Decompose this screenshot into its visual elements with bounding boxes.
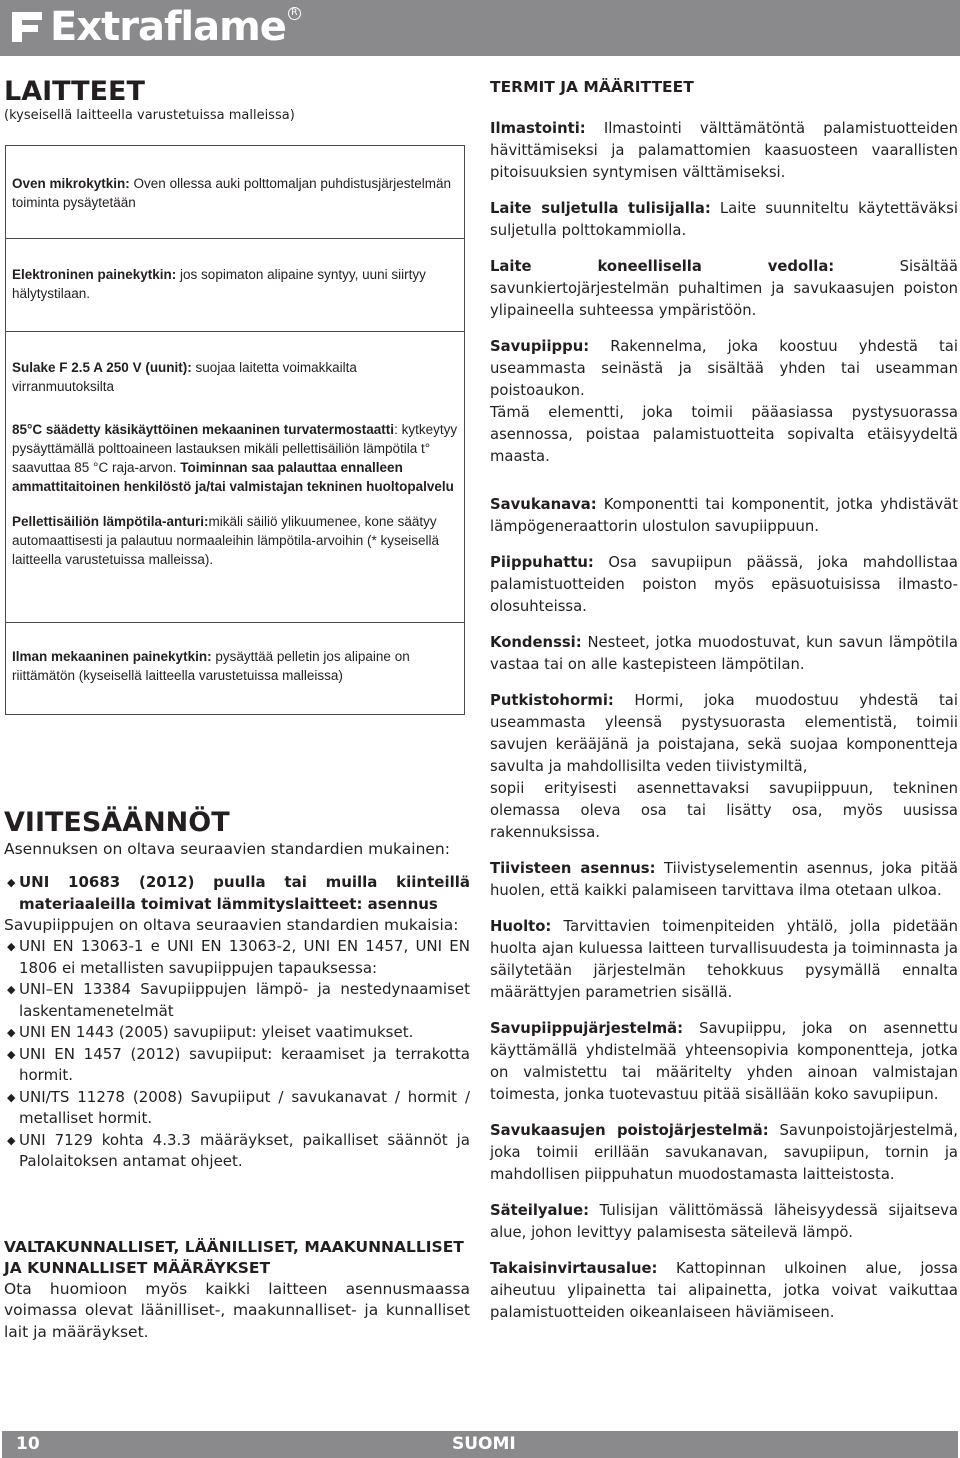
term-chimney-system: Savupiippujärjestelmä: Savupiippu, joka on asennettu käyttämällä yhdistelmää yhteensopivia komponentteja, jotka on valmistettu tai määritelty yhden ainoan valmistajan toimesta, jonka tuotevastuu pitää sisällään koko savupiipun. (490, 1020, 958, 1103)
device-box-pressure-switch: Elektroninen painekytkin: jos sopimaton alipaine syntyy, uuni siirtyy hälytystilaan. (5, 239, 465, 332)
list-item: ◆ UNI 10683 (2012) puulla tai muilla kiinteillä materiaaleilla toimivat lämmityslaitteet: asennus (7, 873, 470, 913)
diamond-bullet-icon: ◆ (7, 1090, 16, 1104)
term-ventilation: Ilmastointi: Ilmastointi välttämätöntä palamistuotteiden hävittämiseksi ja palamattomien kaasuosteen vaarallisten pitoisuuksien syntymisen välttämiseksi. (490, 120, 958, 181)
list-item: ◆ UNI–EN 13384 Savupiippujen lämpö- ja nestedynaamiset laskentamenetelmät (7, 980, 470, 1020)
term-flue-pipe: Savukanava: Komponentti tai komponentit, jotka yhdistävät lämpögeneraattorin ulostulon savupiippuun. (490, 496, 958, 535)
list-item: ◆ UNI 7129 kohta 4.3.3 määräykset, paikalliset säännöt ja Palolaitoksen antamat ohjeet. (7, 1130, 470, 1170)
page-number: 10 (16, 1434, 40, 1454)
diamond-bullet-icon: ◆ (7, 983, 16, 996)
diamond-bullet-icon: ◆ (7, 1047, 16, 1061)
left-column (4, 76, 470, 1343)
rules-title: VIITESÄÄNNÖT (4, 807, 230, 838)
devices-subtitle: (kyseisellä laitteella varustetuissa malleissa) (4, 108, 295, 123)
term-smoke-extraction: Savukaasujen poistojärjestelmä: Savunpoistojärjestelmä, joka toimii erillään savukanavan, savupiipun, tornin ja mahdollisen piippuhatun muodostamasta laitteistosta. (490, 1122, 958, 1183)
brand-name: Extraflame (50, 4, 286, 50)
device-box-door-switch: Oven mikrokytkin: Oven ollessa auki polttomaljan puhdistusjärjestelmän toiminta pysäytetään (5, 145, 465, 239)
language-label: SUOMI (452, 1434, 516, 1454)
rules-list (4, 872, 470, 915)
diamond-bullet-icon: ◆ (7, 1026, 16, 1039)
diamond-bullet-icon: ◆ (7, 876, 16, 889)
list-item: ◆ UNI EN 1457 (2012) savupiiput: keraamiset ja terrakotta hormit. (7, 1044, 470, 1084)
list-item: ◆ UNI EN 1443 (2005) savupiiput: yleiset vaatimukset. (4, 1022, 470, 1044)
term-chimney-cont: Tämä elementti, joka toimii pääasiassa pystysuorassa asennossa, poistaa palamistuotteita sopivalta etäisyydeltä maasta. (490, 404, 958, 465)
brand-logo (8, 4, 301, 50)
device-box-air-pressure-switch: Ilman mekaaninen painekytkin: pysäyttää pelletin jos alipaine on riittämätön (kyseisellä laitteella varustetuissa malleissa) (5, 622, 465, 715)
term-condensate: Kondenssi: Nesteet, jotka muodostuvat, kun savun lämpötila vastaa tai on alle kastepisteen lämpötilan. (490, 634, 958, 673)
term-chimney-cap: Piippuhattu: Osa savupiipun päässä, joka mahdollistaa palamistuotteiden poiston myös epäsuotuisissa ilmasto-olosuhteissa. (490, 554, 958, 615)
term-flue-liner: Putkistohormi: Hormi, joka muodostuu yhdestä tai useammasta yleensä pystysuorasta elementistä, toimii savujen kerääjänä ja poistajana, sekä suojaa komponentteja savulta ja mahdollisilta veden tiivistymiltä, (490, 692, 958, 775)
term-maintenance: Huolto: Tarvittavien toimenpiteiden yhtälö, jolla pidetään huolta ajan kuluessa laitteen turvallisuudesta ja toiminnasta ja säilytetään järjestelmän tehokkuus pysymällä ennalta määrättyjen parametrien sisällä. (490, 918, 958, 1001)
term-flue-liner-cont: sopii erityisesti asennettavaksi savupiippuun, tekninen olemassa oleva osa tai lisätty osa, myös uusissa rakennuksissa. (490, 780, 958, 841)
diamond-bullet-icon: ◆ (7, 1133, 16, 1147)
list-item: ◆ UNI/TS 11278 (2008) Savupiiput / savukanavat / hormit / metalliset hormit. (7, 1087, 470, 1127)
device-box-fuse-thermostat: Sulake F 2.5 A 250 V (uunit): suojaa laitetta voimakkailta virranmuutoksilta 85°C säädetty käsikäyttöinen mekaaninen turvatermostaatti: kytkeytyy pysäyttämällä polttoaineen lastauksen mikäli pellettisäiliön lämpötila t° saavuttaa 85 °C raja-arvon. Toiminnan saa palauttaa ennalleen ammattitaitoinen henkilöstö ja/tai valmistajan tekninen huoltopalvelu Pellettisäiliön lämpötila-anturi:mikäli säiliö ylikuumenee, kone säätyy automaattisesti ja palautuu normaaleihin lämpötila-arvoihin (* kyseisellä laitteella varustetuissa malleissa). (5, 332, 465, 622)
term-closed-fireplace: Laite suljetulla tulisijalla: Laite suunniteltu käytettäväksi suljetulla polttokammiolla. (490, 200, 959, 239)
devices-title: LAITTEET (4, 76, 145, 107)
registered-mark: R (288, 7, 301, 20)
terms-title: TERMIT JA MÄÄRITTEET (490, 78, 694, 96)
logo-mark-icon (8, 8, 46, 46)
national-regulations-title: VALTAKUNNALLISET, LÄÄNILLISET, MAAKUNNALLISET JA KUNNALLISET MÄÄRÄYKSET (4, 1237, 464, 1277)
national-regulations-text: Ota huomioon myös kaikki laitteen asennusmaassa voimassa olevat läänilliset-, maakunnalliset- ja kunnalliset lait ja määräykset. (4, 1279, 470, 1341)
chimney-standards-list (4, 936, 470, 1173)
diamond-bullet-icon: ◆ (7, 940, 16, 953)
term-forced-draught: Laite koneellisella vedolla: Sisältää savunkiertojärjestelmän puhaltimen ja savukaasujen poiston ylipaineella suhteessa ympäristöön. (490, 258, 958, 319)
page-header (0, 0, 960, 56)
chimney-standards-intro: Savupiippujen on oltava seuraavien standardien mukaisia: (4, 916, 459, 934)
term-chimney: Savupiippu: Rakennelma, joka koostuu yhdestä tai useammasta seinästä ja sisältää yhden tai useamman poistoaukon. (490, 338, 958, 399)
page-footer (2, 1431, 958, 1458)
term-radiation-zone: Säteilyalue: Tulisijan välittömässä läheisyydessä sijaitseva alue, johon levittyy palamisesta säteilevä lämpö. (490, 1202, 958, 1241)
right-column (490, 76, 958, 1324)
list-item: ◆ UNI EN 13063-1 e UNI EN 13063-2, UNI EN 1457, UNI EN 1806 ei metallisten savupiippujen tapauksessa: (7, 937, 470, 977)
term-backflow-zone: Takaisinvirtausalue: Kattopinnan ulkoinen alue, jossa aiheutuu ylipainetta tai alipainetta, jotka voivat vaikuttaa palamistuotteiden oikeanlaiseen häviämiseen. (490, 1260, 958, 1321)
term-seal-installation: Tiivisteen asennus: Tiivistyselementin asennus, joka pitää huolen, että kaikki palamiseen tarvittava ilma otetaan ulkoa. (490, 860, 958, 899)
rules-intro: Asennuksen on oltava seuraavien standardien mukainen: (4, 840, 450, 858)
